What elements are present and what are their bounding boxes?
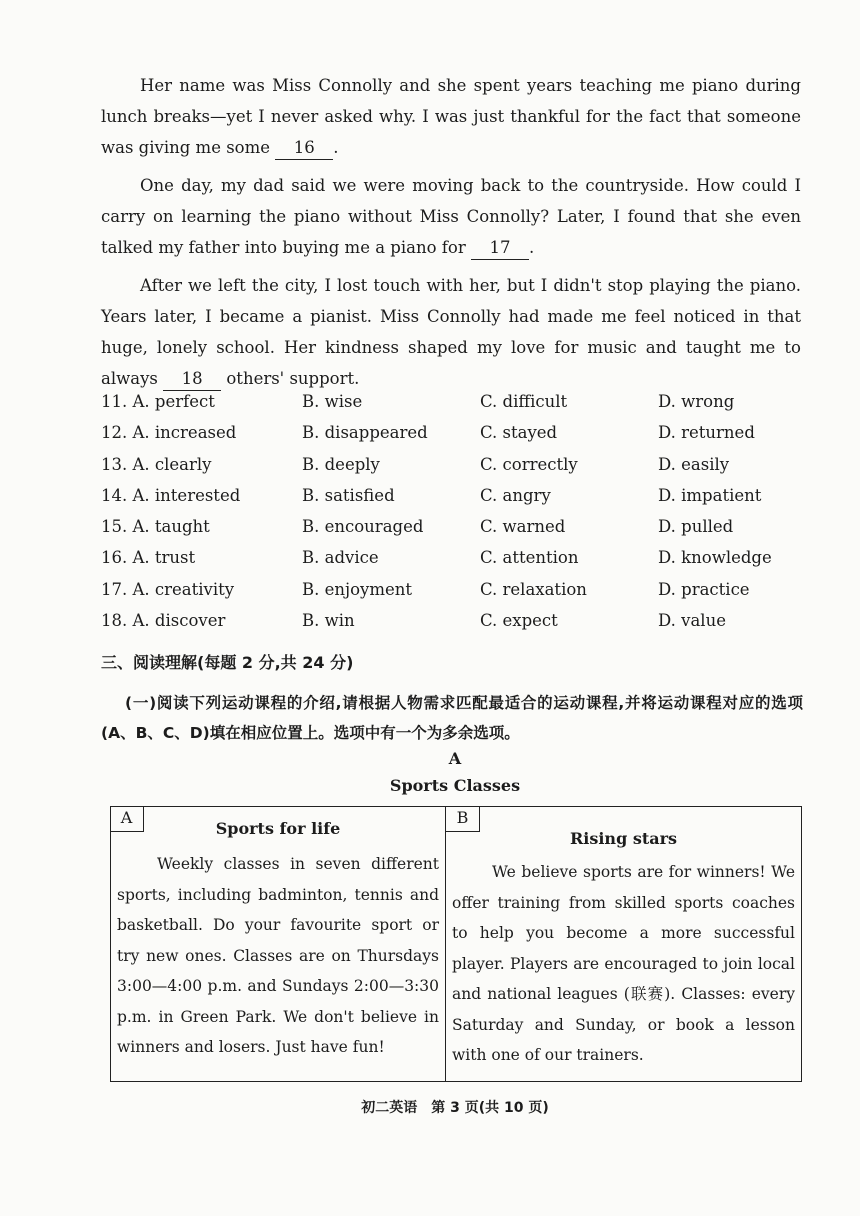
option-row bbox=[101, 580, 821, 611]
passage-title: Sports Classes bbox=[389, 776, 521, 795]
option-c: C. stayed bbox=[480, 423, 558, 443]
section-heading: 三、阅读理解(每题 2 分,共 24 分) bbox=[101, 653, 354, 672]
card-body bbox=[452, 857, 795, 1071]
answer-options bbox=[101, 392, 821, 642]
option-d: D. knowledge bbox=[658, 548, 772, 568]
option-a: 12. A. increased bbox=[101, 423, 237, 443]
option-c: C. relaxation bbox=[480, 579, 587, 599]
passage-paragraph-3 bbox=[101, 270, 801, 394]
option-row bbox=[101, 548, 821, 579]
option-d: D. wrong bbox=[658, 392, 735, 411]
passage-paragraph-2 bbox=[101, 170, 801, 263]
option-b: B. enjoyment bbox=[302, 579, 413, 599]
option-c: C. angry bbox=[480, 485, 551, 505]
option-row bbox=[101, 517, 821, 548]
page-footer: 初二英语 第 3 页(共 10 页) bbox=[361, 1100, 549, 1116]
option-d: D. pulled bbox=[658, 517, 734, 537]
blank-18: 18 bbox=[163, 368, 221, 391]
option-d: D. easily bbox=[658, 454, 730, 474]
paragraph-text: . bbox=[528, 238, 535, 257]
blank-16: 16 bbox=[275, 137, 333, 160]
card-body bbox=[117, 849, 439, 1063]
option-c: C. difficult bbox=[480, 392, 568, 411]
paragraph-text: Her name was Miss Connolly and she spent years teaching me piano during lunch breaks—yet I never asked why. I was just thankful for the fact that someone was giving me some bbox=[101, 76, 801, 157]
class-card-b bbox=[446, 806, 802, 1082]
blank-17: 17 bbox=[471, 237, 529, 260]
option-a: 14. A. interested bbox=[101, 485, 241, 505]
option-row bbox=[101, 392, 821, 423]
option-b: B. advice bbox=[302, 548, 379, 568]
class-card-a bbox=[110, 806, 446, 1082]
option-d: D. practice bbox=[658, 579, 750, 599]
card-body-text: We believe sports are for winners! We offer training from skilled sports coaches to help you become a more successful player. Players are encouraged to join local and national leagues (联赛). Classes: every Saturday and Sunday, or book a lesson with one of our trainers. bbox=[452, 863, 795, 1064]
option-d: D. impatient bbox=[658, 485, 762, 505]
option-b: B. satisfied bbox=[302, 485, 395, 505]
card-tag: B bbox=[446, 806, 480, 832]
paragraph-text: . bbox=[333, 138, 339, 157]
option-row bbox=[101, 486, 821, 517]
option-b: B. wise bbox=[302, 392, 363, 411]
option-a: 18. A. discover bbox=[101, 611, 226, 631]
option-c: C. warned bbox=[480, 517, 566, 537]
option-a: 11. A. perfect bbox=[101, 392, 215, 411]
option-d: D. returned bbox=[658, 423, 755, 443]
option-row bbox=[101, 423, 821, 454]
paragraph-text: others' support. bbox=[226, 369, 360, 388]
option-d: D. value bbox=[658, 611, 726, 631]
option-a: 16. A. trust bbox=[101, 548, 196, 568]
option-c: C. correctly bbox=[480, 454, 578, 474]
option-row bbox=[101, 611, 821, 642]
passage-paragraph-1 bbox=[101, 70, 801, 163]
passage-letter: A bbox=[448, 749, 462, 768]
option-a: 13. A. clearly bbox=[101, 454, 212, 474]
option-b: B. encouraged bbox=[302, 517, 424, 537]
option-row bbox=[101, 455, 821, 486]
option-c: C. expect bbox=[480, 611, 558, 631]
card-tag: A bbox=[110, 806, 144, 832]
instruction-text: (一)阅读下列运动课程的介绍,请根据人物需求匹配最适合的运动课程,并将运动课程对应的选项(A、B、C、D)填在相应位置上。选项中有一个为多余选项。 bbox=[101, 694, 803, 742]
option-c: C. attention bbox=[480, 548, 579, 568]
paragraph-text: After we left the city, I lost touch with her, but I didn't stop playing the piano. Years later, I became a pianist. Miss Connolly had made me feel noticed in that huge, lonely school. Her kindness shaped my love for music and taught me to always bbox=[101, 276, 801, 388]
option-b: B. deeply bbox=[302, 454, 380, 474]
paragraph-text: One day, my dad said we were moving back to the countryside. How could I carry on learning the piano without Miss Connolly? Later, I found that she even talked my father into buying me a piano for bbox=[101, 176, 801, 257]
option-a: 17. A. creativity bbox=[101, 579, 235, 599]
section-instruction bbox=[101, 688, 803, 748]
card-body-text: Weekly classes in seven different sports, including badminton, tennis and basketball. Do your favourite sport or try new ones. Classes are on Thursdays 3:00—4:00 p.m. and Sundays 2:00—3:30 p.m. in Green Park. We don't believe in winners and losers. Just have fun! bbox=[117, 855, 439, 1056]
option-b: B. disappeared bbox=[302, 423, 428, 443]
option-a: 15. A. taught bbox=[101, 517, 210, 537]
card-title: Rising stars bbox=[569, 829, 678, 848]
card-title: Sports for life bbox=[215, 819, 341, 838]
option-b: B. win bbox=[302, 611, 355, 631]
